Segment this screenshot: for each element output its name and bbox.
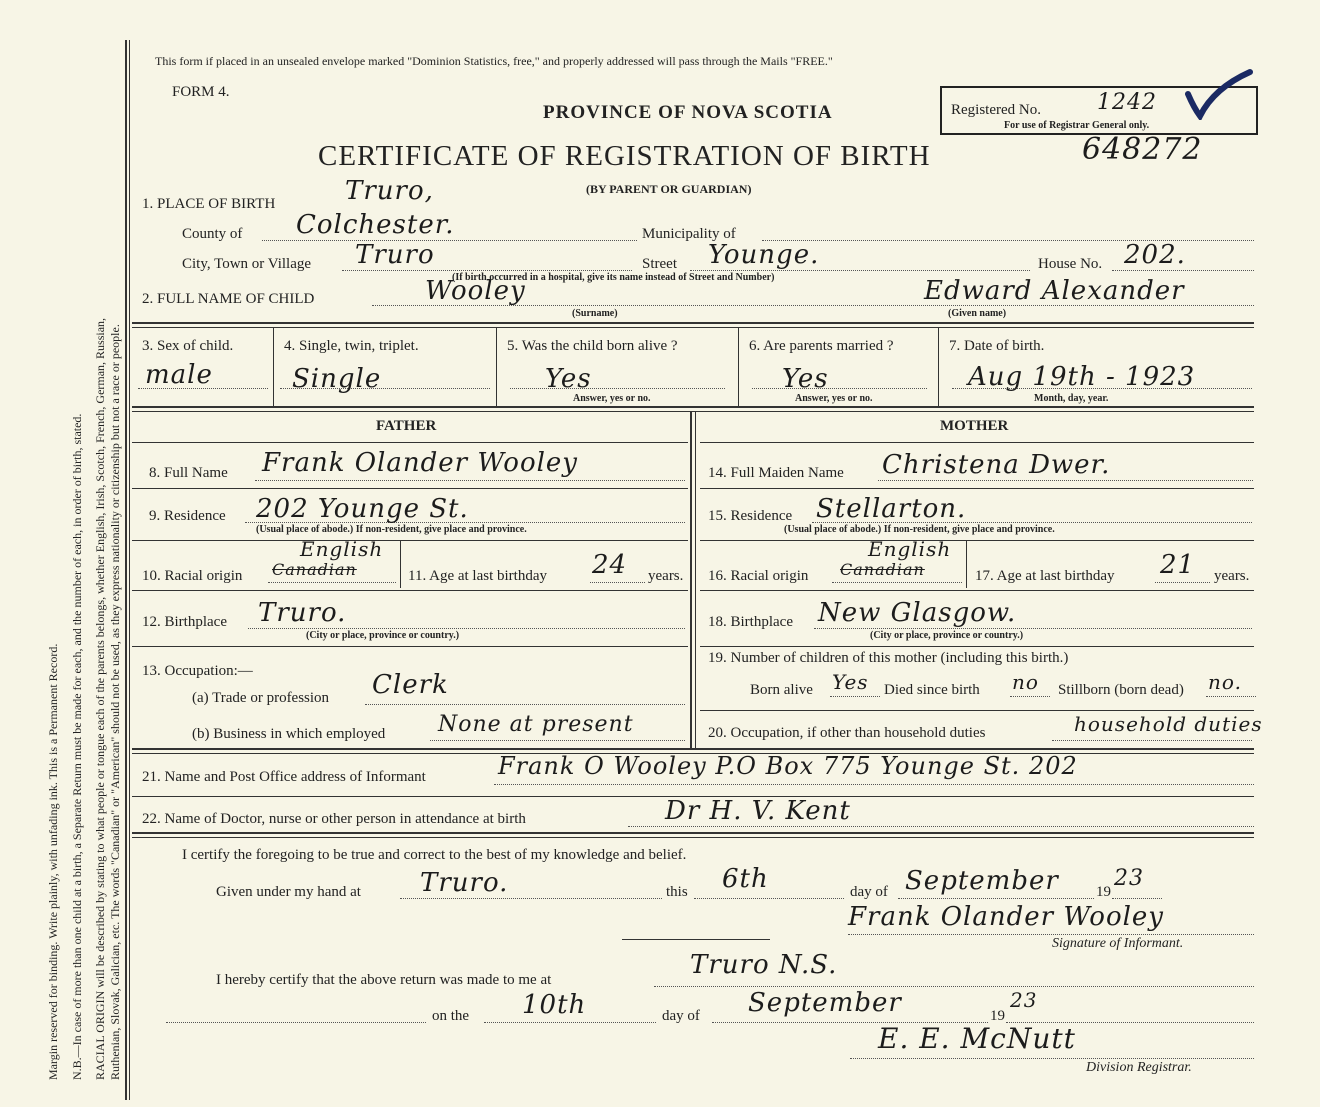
mother-row-rule-4 xyxy=(700,646,1254,647)
born-alive-value: Yes xyxy=(545,364,592,394)
registration-year-value: 23 xyxy=(1010,988,1038,1012)
province-title: PROVINCE OF NOVA SCOTIA xyxy=(543,102,833,123)
month-line xyxy=(898,898,1094,899)
informant-signature-caption: Signature of Informant. xyxy=(1052,936,1184,951)
stillborn-value: no. xyxy=(1208,670,1242,694)
mother-residence-caption: (Usual place of abode.) If non-resident, give place and province. xyxy=(784,524,1055,535)
child-name-label: 2. FULL NAME OF CHILD xyxy=(142,291,315,307)
street-value: Younge. xyxy=(708,240,820,270)
day-line xyxy=(694,898,844,899)
registered-number-box xyxy=(940,86,1258,135)
mother-residence-label: 15. Residence xyxy=(708,508,793,524)
check-mark-icon xyxy=(1184,68,1256,125)
mother-children-label: 19. Number of children of this mother (including this birth.) xyxy=(708,650,1069,666)
father-racial-line xyxy=(268,582,396,583)
mother-birthplace-label: 18. Birthplace xyxy=(708,614,793,630)
died-since-birth-value: no xyxy=(1012,670,1039,694)
plurality-label: 4. Single, twin, triplet. xyxy=(284,338,419,354)
mother-name-label: 14. Full Maiden Name xyxy=(708,465,844,481)
father-row-rule-4 xyxy=(132,646,688,647)
born-alive-count-label: Born alive xyxy=(750,682,813,698)
mother-row-rule-2 xyxy=(700,540,1254,541)
form-number: FORM 4. xyxy=(172,84,230,100)
parents-married-caption: Answer, yes or no. xyxy=(795,393,873,404)
day-value: 6th xyxy=(722,864,769,894)
mother-row-rule-1 xyxy=(700,488,1254,489)
separator-rule xyxy=(622,939,770,940)
father-age-line xyxy=(590,582,645,583)
on-the-label: on the xyxy=(432,1008,470,1024)
year-prefix: 19 xyxy=(1096,884,1111,900)
month-value: September xyxy=(905,866,1059,896)
doctor-label: 22. Name of Doctor, nurse or other person in attendance at birth xyxy=(142,811,526,827)
mother-birthplace-caption: (City or place, province or country.) xyxy=(870,630,1024,641)
given-name-caption: (Given name) xyxy=(948,308,1007,319)
father-residence-label: 9. Residence xyxy=(149,508,226,524)
on-the-lead-line xyxy=(166,1022,426,1023)
father-name-value: Frank Olander Wooley xyxy=(262,448,578,478)
divider-alive xyxy=(738,328,739,406)
registration-day-line xyxy=(484,1022,656,1023)
parents-divider-2 xyxy=(695,412,696,749)
child-surname: Wooley xyxy=(425,276,526,306)
father-birthplace-caption: (City or place, province or country.) xyxy=(306,630,460,641)
doctor-line xyxy=(628,826,1254,827)
hospital-note: (If birth occurred in a hospital, give its name instead of Street and Number) xyxy=(452,272,775,283)
sex-label: 3. Sex of child. xyxy=(142,338,234,354)
divider-plurality xyxy=(496,328,497,406)
county-line xyxy=(262,240,637,241)
father-trade-value: Clerk xyxy=(372,670,449,700)
rule-5 xyxy=(132,748,1254,750)
mother-age-label: 17. Age at last birthday xyxy=(975,568,1115,584)
city-label: City, Town or Village xyxy=(182,256,312,272)
registration-year-prefix: 19 xyxy=(990,1008,1005,1024)
given-under-hand-label: Given under my hand at xyxy=(216,884,361,900)
place-of-birth-label: 1. PLACE OF BIRTH xyxy=(142,196,276,212)
date-of-birth-label: 7. Date of birth. xyxy=(949,338,1045,354)
mother-age-unit: years. xyxy=(1214,568,1250,584)
divider-sex xyxy=(273,328,274,406)
stillborn-label: Stillborn (born dead) xyxy=(1058,682,1184,698)
registrar-place-line xyxy=(654,986,1254,987)
informant-signature: Frank Olander Wooley xyxy=(848,902,1164,932)
given-place-value: Truro. xyxy=(420,868,509,898)
died-since-birth-label: Died since birth xyxy=(884,682,980,698)
registrar-signature-caption: Division Registrar. xyxy=(1086,1060,1192,1075)
father-business-value: None at present xyxy=(438,712,634,737)
father-birthplace-value: Truro. xyxy=(258,598,347,628)
father-residence-caption: (Usual place of abode.) If non-resident, give place and province. xyxy=(256,524,527,535)
mother-racial-struck: Canadian xyxy=(840,560,925,579)
father-row-rule-3 xyxy=(132,590,688,591)
born-alive-line xyxy=(510,388,725,389)
certificate-number: 648272 xyxy=(1082,132,1203,167)
born-alive-count-line xyxy=(830,696,880,697)
mother-age-line xyxy=(1155,582,1210,583)
margin-note-multiple-births: N.B.—In case of more than one child at a birth, a Separate Return must be made for each, and the number of each, in order of birth, stated. xyxy=(70,413,84,1080)
street-label: Street xyxy=(642,256,677,272)
mother-racial-divider xyxy=(966,541,967,588)
this-label: this xyxy=(666,884,688,900)
parents-married-value: Yes xyxy=(782,364,829,394)
father-name-label: 8. Full Name xyxy=(149,465,228,481)
mother-residence-value: Stellarton. xyxy=(816,494,967,524)
mother-age-value: 21 xyxy=(1160,550,1196,580)
father-racial-value: English xyxy=(300,537,384,561)
house-number-line xyxy=(1112,270,1254,271)
date-of-birth-value: Aug 19th - 1923 xyxy=(968,362,1196,392)
registrar-statement: I hereby certify that the above return was made to me at xyxy=(216,972,552,988)
year-line xyxy=(1112,898,1162,899)
mother-heading-rule xyxy=(700,442,1254,443)
surname-caption: (Surname) xyxy=(572,308,618,319)
father-residence-value: 202 Younge St. xyxy=(256,494,469,524)
informant-signature-line xyxy=(848,934,1254,935)
child-given-name: Edward Alexander xyxy=(924,276,1185,306)
registered-label: Registered No. xyxy=(951,102,1041,118)
registration-day-of-label: day of xyxy=(662,1008,700,1024)
father-racial-struck: Canadian xyxy=(272,560,357,579)
father-row-rule-1 xyxy=(132,488,688,489)
mother-row-rule-3 xyxy=(700,590,1254,591)
mother-occupation-value: household duties xyxy=(1074,712,1263,736)
mother-name-value: Christena Dwer. xyxy=(882,450,1111,480)
mother-occupation-line xyxy=(1052,740,1252,741)
father-birthplace-label: 12. Birthplace xyxy=(142,614,227,630)
stillborn-line xyxy=(1206,696,1256,697)
mother-racial-line xyxy=(832,582,962,583)
father-business-label: (b) Business in which employed xyxy=(192,726,386,742)
father-name-line xyxy=(255,480,685,481)
rule-8 xyxy=(132,832,1254,834)
born-alive-label: 5. Was the child born alive ? xyxy=(507,338,678,354)
mother-birthplace-value: New Glasgow. xyxy=(818,598,1017,628)
died-since-birth-line xyxy=(1010,696,1050,697)
rule-3 xyxy=(132,406,1254,408)
parents-married-line xyxy=(752,388,927,389)
municipality-label: Municipality of xyxy=(642,226,736,242)
father-trade-label: (a) Trade or profession xyxy=(192,690,330,706)
doctor-value: Dr H. V. Kent xyxy=(665,796,851,826)
place-of-birth-value: Truro, xyxy=(345,176,434,206)
day-of-label: day of xyxy=(850,884,888,900)
city-line xyxy=(342,270,632,271)
registrar-signature: E. E. McNutt xyxy=(878,1022,1076,1055)
father-heading: FATHER xyxy=(376,418,437,434)
rule-2 xyxy=(132,327,1254,328)
house-number-value: 202. xyxy=(1124,240,1186,270)
born-alive-caption: Answer, yes or no. xyxy=(573,393,651,404)
mother-occupation-label: 20. Occupation, if other than household duties xyxy=(708,725,986,741)
registration-day-value: 10th xyxy=(522,990,587,1020)
margin-note-nationality: Ruthenian, Slovak, Galician, etc. The words "Canadian" or "American" should not be used, as they express nationality or citizenship but not a race or people. xyxy=(108,324,122,1080)
father-age-unit: years. xyxy=(648,568,684,584)
county-value: Colchester. xyxy=(296,210,455,240)
mother-heading: MOTHER xyxy=(940,418,1009,434)
registrar-note: For use of Registrar General only. xyxy=(1004,120,1150,131)
mother-row-rule-5 xyxy=(700,710,1254,711)
father-age-label: 11. Age at last birthday xyxy=(408,568,547,584)
county-label: County of xyxy=(182,226,243,242)
mother-name-line xyxy=(878,480,1253,481)
margin-note-binding: Margin reserved for binding. Write plainly, with unfading ink. This is a Permanent Record. xyxy=(46,643,60,1080)
parents-married-label: 6. Are parents married ? xyxy=(749,338,894,354)
binding-line-inner xyxy=(129,40,130,1100)
father-age-value: 24 xyxy=(592,550,628,580)
father-trade-line xyxy=(365,704,685,705)
sex-value: male xyxy=(145,360,213,390)
house-number-label: House No. xyxy=(1038,256,1103,272)
date-of-birth-caption: Month, day, year. xyxy=(1034,393,1109,404)
father-racial-divider xyxy=(400,541,401,588)
city-value: Truro xyxy=(355,240,435,270)
father-birthplace-line xyxy=(248,628,685,629)
plurality-value: Single xyxy=(292,364,382,394)
registrar-place-value: Truro N.S. xyxy=(690,950,838,980)
father-occupation-label: 13. Occupation:— xyxy=(142,663,253,679)
mother-racial-label: 16. Racial origin xyxy=(708,568,809,584)
registered-value: 1242 xyxy=(1097,90,1157,115)
certify-statement: I certify the foregoing to be true and correct to the best of my knowledge and belief. xyxy=(182,847,687,863)
registrar-signature-line xyxy=(850,1058,1254,1059)
year-value: 23 xyxy=(1114,866,1144,891)
father-heading-rule xyxy=(132,442,688,443)
given-place-line xyxy=(400,898,662,899)
informant-line xyxy=(494,784,1254,785)
informant-label: 21. Name and Post Office address of Informant xyxy=(142,769,426,785)
father-row-rule-2 xyxy=(132,540,688,541)
informant-value: Frank O Wooley P.O Box 775 Younge St. 202 xyxy=(498,752,1078,780)
certificate-title: CERTIFICATE OF REGISTRATION OF BIRTH xyxy=(318,140,931,172)
rule-4 xyxy=(132,411,1254,412)
rule-1 xyxy=(132,322,1254,324)
born-alive-count-value: Yes xyxy=(832,670,869,694)
rule-9 xyxy=(132,837,1254,838)
mother-birthplace-line xyxy=(814,628,1252,629)
father-racial-label: 10. Racial origin xyxy=(142,568,243,584)
mother-racial-value: English xyxy=(868,537,952,561)
street-line xyxy=(690,270,1030,271)
postal-note: This form if placed in an unsealed envelope marked "Dominion Statistics, free," and properly addressed will pass through the Mails "FREE." xyxy=(155,54,833,68)
margin-note-racial-origin: RACIAL ORIGIN will be described by stating to what people or tongue each of the parents belongs, whether English, Irish, Scotch, French, German, Russian, xyxy=(93,317,107,1080)
divider-married xyxy=(938,328,939,406)
father-business-line xyxy=(430,740,685,741)
parents-divider xyxy=(690,412,692,749)
certificate-subtitle: (BY PARENT OR GUARDIAN) xyxy=(586,182,752,196)
binding-line xyxy=(125,40,127,1100)
registration-month-value: September xyxy=(748,988,902,1018)
